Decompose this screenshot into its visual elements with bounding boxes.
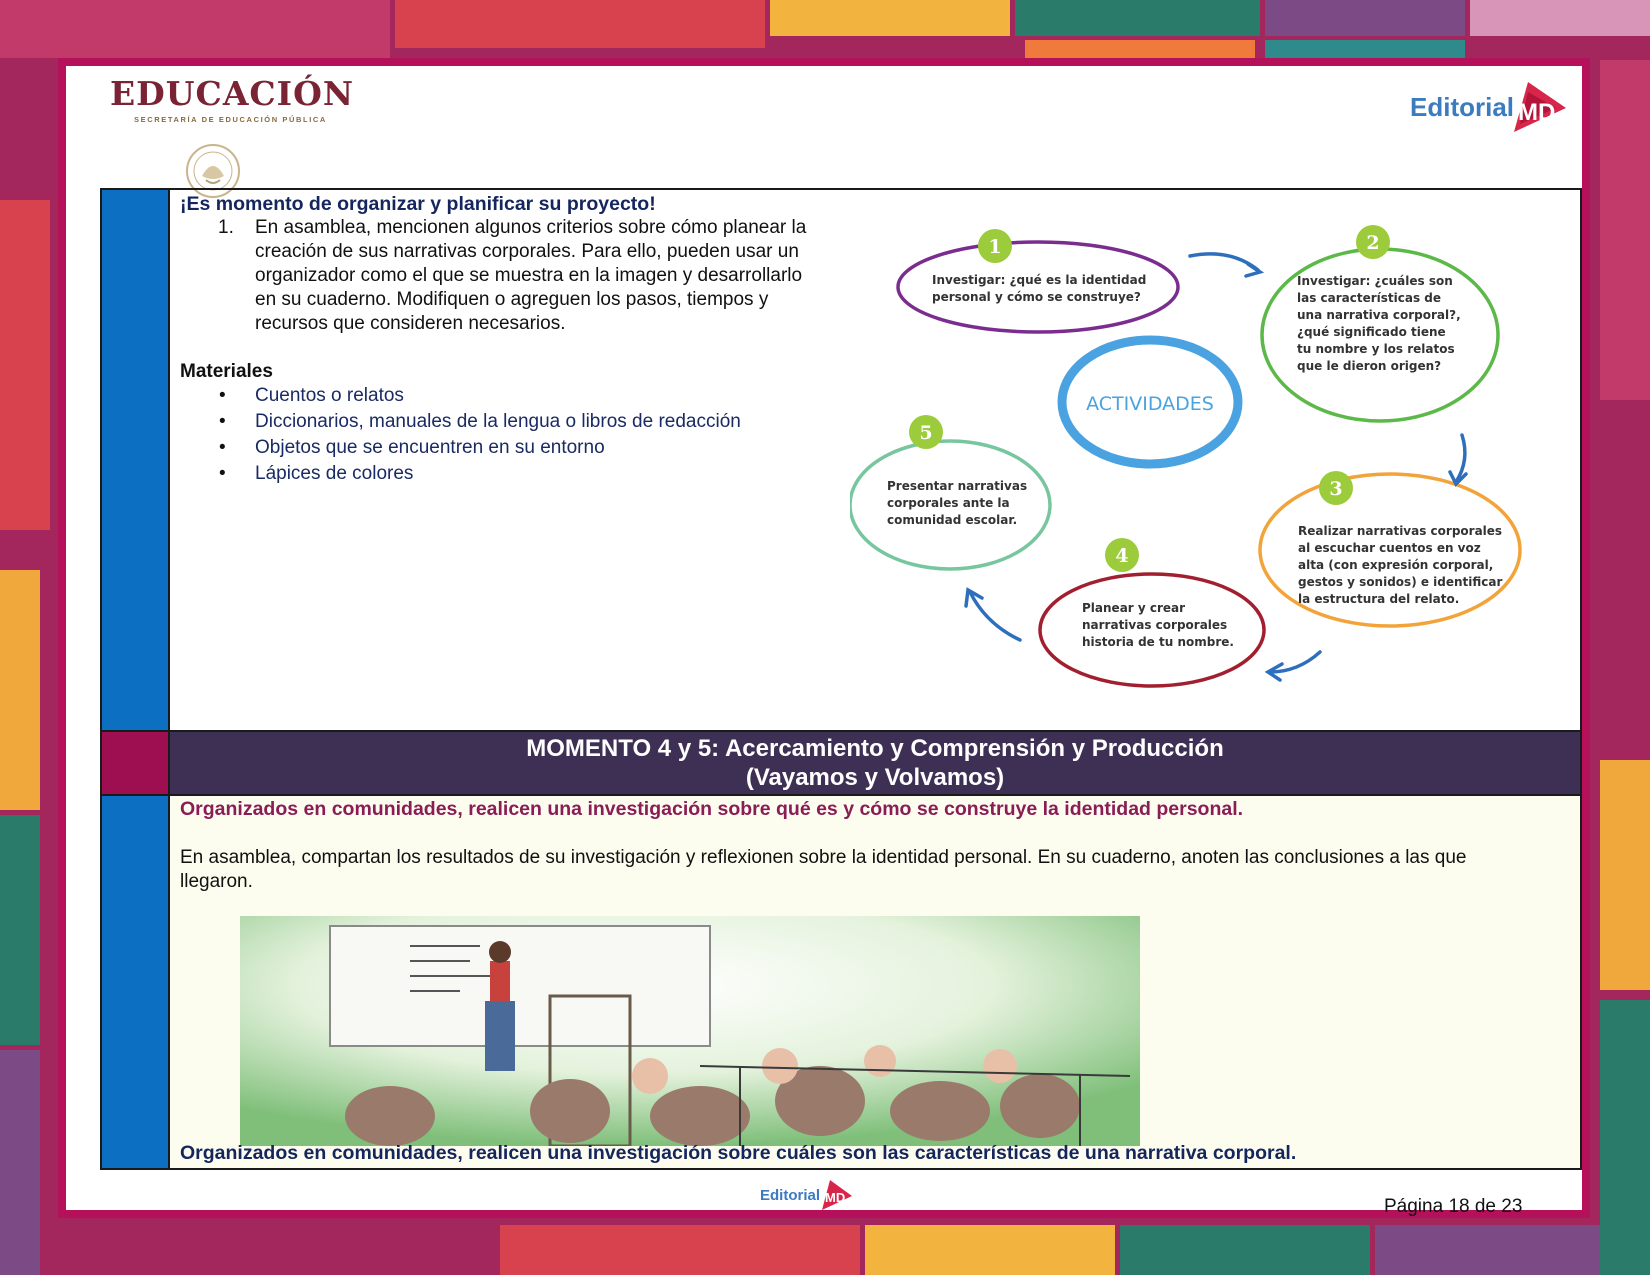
svg-text:las características de: las características de	[1297, 291, 1442, 305]
editorial-md-logo	[1410, 74, 1570, 144]
svg-text:Investigar: ¿cuáles son: Investigar: ¿cuáles son	[1297, 274, 1453, 288]
list-item: • Lápices de colores	[219, 463, 414, 484]
step-5-bubble	[850, 415, 1050, 569]
svg-text:¿qué significado tiene: ¿qué significado tiene	[1297, 325, 1446, 339]
activities-cycle-diagram	[850, 220, 1540, 700]
bg-tile	[1265, 40, 1465, 58]
list-item: 1. En asamblea, mencionen algunos criterios sobre cómo planear la creación de sus narrativas corporales. Para ello, pueden usar un organizador como el que se muestra en la imagen y desarrollarlo en su cuaderno. Modifiquen o agreguen los pasos, tiempos y recursos que consideren necesarios.	[218, 217, 807, 334]
bg-tile	[0, 200, 50, 530]
bg-tile	[1600, 60, 1650, 400]
bg-tile	[0, 815, 40, 1045]
svg-text:Investigar: ¿qué es la identid: Investigar: ¿qué es la identidad	[932, 273, 1147, 287]
step-3-bubble	[1260, 471, 1520, 626]
materials-title: Materiales	[180, 361, 273, 382]
list-item: • Diccionarios, manuales de la lengua o libros de redacción	[219, 411, 741, 432]
moment-title: MOMENTO 4 y 5: Acercamiento y Comprensión y Producción	[526, 735, 1224, 762]
svg-text:MD: MD	[825, 1190, 846, 1205]
logo-title: EDUCACIÓN	[110, 74, 355, 113]
sep-logo	[110, 74, 354, 124]
svg-text:ACTIVIDADES: ACTIVIDADES	[1086, 393, 1214, 415]
bg-tile	[1120, 1225, 1370, 1275]
step-4-bubble	[1040, 538, 1264, 686]
svg-text:MD: MD	[1518, 99, 1556, 126]
arrow-3-4	[1270, 652, 1320, 672]
instruction-text-2: Organizados en comunidades, realicen una investigación sobre cuáles son las características de una narrativa corporal.	[180, 1142, 1297, 1164]
svg-text:tu nombre y los relatos: tu nombre y los relatos	[1297, 342, 1455, 356]
paragraph-text: En asamblea, compartan los resultados de su investigación y reflexionen sobre la identidad personal. En su cuaderno, anoten las conclusiones a las que llegaron.	[180, 847, 1467, 892]
arrow-4-5	[970, 592, 1020, 640]
classroom-illustration	[180, 916, 1210, 1146]
svg-text:Planear y crear: Planear y crear	[1082, 601, 1186, 615]
svg-text:1: 1	[988, 236, 1002, 258]
svg-text:corporales ante la: corporales ante la	[887, 496, 1010, 510]
svg-text:historia de tu nombre.: historia de tu nombre.	[1082, 635, 1234, 649]
activities-center	[1062, 340, 1238, 464]
svg-text:Editorial: Editorial	[1410, 92, 1515, 122]
bg-tile	[1470, 0, 1650, 36]
svg-text:alta (con expresión corporal,: alta (con expresión corporal,	[1298, 558, 1494, 572]
svg-text:gestos y sonidos) e identifica: gestos y sonidos) e identificar	[1298, 575, 1503, 589]
svg-text:4: 4	[1115, 545, 1129, 567]
svg-text:5: 5	[919, 422, 933, 444]
svg-text:que le dieron origen?: que le dieron origen?	[1297, 359, 1442, 373]
bg-tile	[0, 1050, 40, 1275]
step-2-bubble	[1262, 225, 1498, 421]
bg-tile	[1600, 405, 1650, 745]
moment-header	[169, 731, 1581, 795]
row-side-bar	[101, 731, 169, 795]
bg-tile	[1025, 40, 1255, 58]
svg-text:Realizar narrativas corporales: Realizar narrativas corporales	[1298, 524, 1503, 538]
arrow-1-2-head	[1246, 264, 1260, 276]
materials-list	[180, 384, 820, 488]
arrow-1-2	[1190, 254, 1258, 270]
research-cell	[169, 795, 1581, 1169]
document-page	[58, 58, 1590, 1218]
section-heading: ¡Es momento de organizar y planificar su proyecto!	[180, 193, 656, 215]
activity-table	[100, 188, 1582, 1170]
svg-text:Editorial: Editorial	[760, 1187, 821, 1204]
instruction-text: Organizados en comunidades, realicen una investigación sobre qué es y cómo se construye la identidad personal.	[180, 798, 1244, 820]
bg-tile	[1375, 1225, 1600, 1275]
svg-text:Presentar narrativas: Presentar narrativas	[887, 479, 1028, 493]
bg-tile	[1600, 760, 1650, 990]
svg-text:al escuchar cuentos en voz: al escuchar cuentos en voz	[1298, 541, 1481, 555]
svg-text:3: 3	[1329, 478, 1343, 500]
bg-tile	[395, 0, 765, 48]
svg-text:narrativas corporales: narrativas corporales	[1082, 618, 1228, 632]
svg-text:comunidad escolar.: comunidad escolar.	[887, 513, 1018, 527]
page-number: Página 18 de 23	[1384, 1196, 1523, 1217]
svg-text:2: 2	[1366, 232, 1380, 254]
footer-editorial-logo	[760, 1174, 860, 1214]
bg-tile	[865, 1225, 1115, 1275]
list-item: • Objetos que se encuentren en su entorno	[219, 437, 605, 458]
logo-subtitle: SECRETARÍA DE EDUCACIÓN PÚBLICA	[134, 115, 327, 124]
bg-tile	[0, 0, 390, 58]
bg-tile	[500, 1225, 860, 1275]
bg-tile	[1015, 0, 1260, 36]
bg-tile	[1600, 1000, 1650, 1275]
planning-cell	[169, 189, 1581, 731]
row-side-bar	[101, 795, 169, 1169]
moment-subtitle: (Vayamos y Volvamos)	[745, 764, 1005, 791]
bg-tile	[770, 0, 1010, 36]
step-1-bubble	[898, 229, 1178, 332]
steps-list	[180, 216, 820, 336]
list-item: • Cuentos o relatos	[219, 385, 404, 406]
svg-text:una narrativa corporal?,: una narrativa corporal?,	[1297, 308, 1461, 322]
bg-tile	[0, 570, 40, 810]
bg-tile	[1265, 0, 1465, 36]
svg-text:personal y cómo se construye?: personal y cómo se construye?	[932, 290, 1141, 304]
row-side-bar	[101, 189, 169, 731]
svg-text:la estructura del relato.: la estructura del relato.	[1298, 592, 1460, 606]
